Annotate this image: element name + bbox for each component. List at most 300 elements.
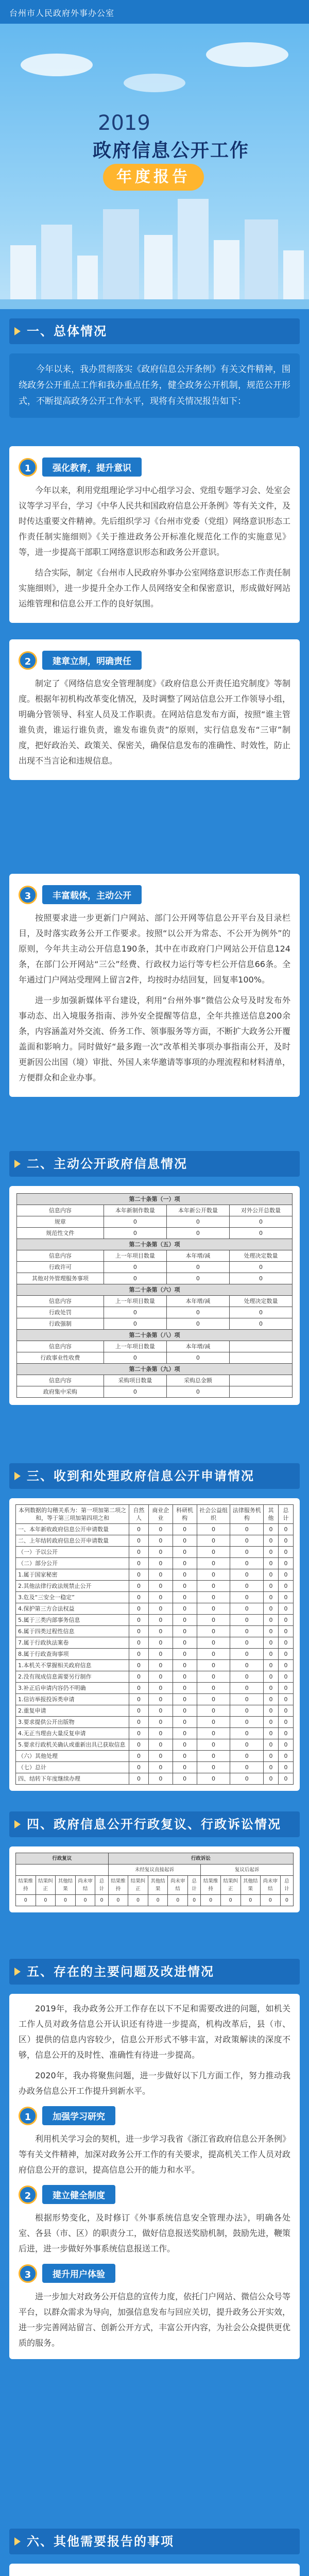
col-header: 信息内容 <box>17 1250 104 1262</box>
paragraph: 2019年，我办政务公开工作存在以下不足和需要改进的问题，如机关工作人员对政务信息公开认识还有待进一步提高，机构改革后，县（市、区）提供的信息内容较少，信息公开形式不够丰富，对政策解读的深度不够，信息公开的及时性、准确性有待进一步提高。 <box>19 2004 290 2060</box>
table-cell: 0 <box>264 1705 279 1717</box>
table-cell: 0 <box>148 1660 173 1671</box>
table-cell: 0 <box>188 1895 201 1906</box>
table-cell: 0 <box>148 1728 173 1739</box>
col-header: 上一年项目数量 <box>104 1296 166 1307</box>
table-cell: 0 <box>264 1626 279 1637</box>
table-cell: 0 <box>197 1683 230 1694</box>
table-cell: 4.保护第三方合法权益 <box>16 1603 129 1615</box>
table-cell: 0 <box>148 1581 173 1592</box>
table-cell: 0 <box>197 1728 230 1739</box>
table-row <box>16 1626 294 1637</box>
section-5-header <box>0 1950 309 1994</box>
col-header: 其他结果 <box>148 1876 168 1895</box>
table-cell: 0 <box>230 1649 264 1660</box>
col-header: 本年增/减 <box>166 1296 229 1307</box>
table-cell: 0 <box>148 1773 173 1785</box>
table-cell: 0 <box>148 1705 173 1717</box>
col-header: 本年新制作数量 <box>104 1205 166 1216</box>
table-cell: 二、上年结转政府信息公开申请数量 <box>16 1535 129 1547</box>
col-header: 信息内容 <box>17 1341 104 1352</box>
table-cell: 0 <box>129 1649 149 1660</box>
section-4-header <box>0 1802 309 1846</box>
table-cell: 0 <box>166 1262 229 1273</box>
table-cell: 0 <box>279 1762 294 1773</box>
subheading-1-3 <box>19 885 290 904</box>
table-cell: 行政许可 <box>17 1262 104 1273</box>
table-cell: 0 <box>173 1728 197 1739</box>
table-cell: 0 <box>264 1683 279 1694</box>
table-cell: 0 <box>104 1352 166 1364</box>
table-cell: 0 <box>230 1569 264 1581</box>
table-cell: 0 <box>264 1649 279 1660</box>
col-header: 尚未审结 <box>261 1876 281 1895</box>
table-cell: 0 <box>173 1762 197 1773</box>
table-cell: 0 <box>279 1547 294 1558</box>
table-cell: 一、本年新收政府信息公开申请数量 <box>16 1524 129 1535</box>
table-cell: 0 <box>197 1637 230 1649</box>
table-cell: 0 <box>230 1581 264 1592</box>
section-1-title: 一、总体情况 <box>9 318 300 344</box>
table-cell: 0 <box>197 1626 230 1637</box>
table-cell: 0 <box>173 1547 197 1558</box>
paragraph: 制定了《网络信息安全管理制度》《政府信息公开责任追究制度》等制度。根据年初机构改革变化情况，及时调整了网站信息公开工作领导小组，明确分管领导、科室人员及工作职责。在网站信息发布方面，按照“谁主管谁负责，谁运行谁负责，谁发布谁负责”的原则，实行信息发布“三审”制度，把好政治关、政策关、保密关，确保信息发布的准确性、时效性，防止出现不当言论和违规信息。 <box>19 679 291 766</box>
table-cell: 0 <box>148 1615 173 1626</box>
table-cell: 0 <box>173 1581 197 1592</box>
table-cell: 0 <box>166 1307 229 1318</box>
table-row <box>16 1637 294 1649</box>
table-row <box>16 1569 294 1581</box>
table-cell: 0 <box>148 1895 168 1906</box>
table-cell <box>229 1386 292 1398</box>
table-cell: 0 <box>197 1603 230 1615</box>
table-cell: 0 <box>197 1649 230 1660</box>
col-header: 处理决定数量 <box>229 1296 292 1307</box>
city-skyline-illustration <box>0 189 309 312</box>
table-cell: 0 <box>129 1547 149 1558</box>
active-disclosure-tables <box>9 1186 300 1405</box>
table-cell: 0 <box>197 1660 230 1671</box>
table-cell: 0 <box>280 1895 293 1906</box>
table-cell: 0 <box>230 1671 264 1683</box>
table-cell: 0 <box>197 1592 230 1603</box>
table-cell: 0 <box>104 1386 166 1398</box>
table-cell: 0 <box>230 1773 264 1785</box>
section-2-title: 二、主动公开政府信息情况 <box>9 1151 300 1177</box>
table-cell: 3.补正后申请内容仍不明确 <box>16 1683 129 1694</box>
section-6-card <box>9 2564 300 2576</box>
table-cell: 0 <box>230 1705 264 1717</box>
table-cell: 0 <box>166 1216 229 1228</box>
table-cell: 0 <box>230 1683 264 1694</box>
col-header: 总计 <box>280 1876 293 1895</box>
table-cell: 0 <box>173 1524 197 1535</box>
section-3-title: 三、收到和处理政府信息公开申请情况 <box>9 1463 300 1489</box>
col-header: 总计 <box>279 1505 294 1524</box>
table-cell: 0 <box>264 1671 279 1683</box>
subheading-5-2 <box>19 2185 290 2204</box>
table-cell: 0 <box>229 1216 292 1228</box>
table-caption: 第二十条第（五）项 <box>17 1239 293 1250</box>
table-cell: 0 <box>104 1318 166 1330</box>
table-row <box>16 1728 294 1739</box>
table-cell: 0 <box>230 1694 264 1705</box>
section-1-sub2-card <box>9 639 300 780</box>
section-2-body <box>0 1186 309 1454</box>
table-cell: 0 <box>279 1739 294 1751</box>
col-header: 法律服务机构 <box>230 1505 264 1524</box>
table-cell: （六）其他处理 <box>16 1751 129 1762</box>
table-cell: 0 <box>148 1558 173 1569</box>
col-header: 采购总金额 <box>166 1375 229 1386</box>
subheading-number: 1 <box>19 2107 37 2125</box>
table-cell: 0 <box>95 1895 108 1906</box>
table-cell: 0 <box>148 1694 173 1705</box>
table-cell: 0 <box>129 1603 149 1615</box>
col-header <box>229 1375 292 1386</box>
table-cell: 0 <box>279 1683 294 1694</box>
table-cell: 0 <box>166 1228 229 1239</box>
table-row <box>16 1524 294 1535</box>
table-cell: （一）予以公开 <box>16 1547 129 1558</box>
col-header: 本年新公开数量 <box>166 1205 229 1216</box>
col-header: 结果纠正 <box>220 1876 241 1895</box>
section-1-header <box>0 309 309 353</box>
subheading-label: 强化教育，提升意识 <box>42 457 142 477</box>
table-cell: （七）总计 <box>16 1762 129 1773</box>
table-row <box>16 1705 294 1717</box>
table-cell: 0 <box>229 1228 292 1239</box>
paragraph: 进一步加大对政务公开信息的宣传力度，依托门户网站、微信公众号等平台，以群众需求为导向，加强信息发布与回应关切，提升政务公开实效，进一步完善网站留言、创新公开方式，丰富公开内容，为社会公众提供更优质的服务。 <box>19 2292 291 2348</box>
table-cell: 0 <box>279 1615 294 1626</box>
group-header: 行政复议 <box>16 1853 109 1865</box>
report-year: 2019 <box>98 111 150 135</box>
subheading-label: 提升用户体验 <box>42 2264 115 2283</box>
col-header: 结果维持 <box>201 1876 221 1895</box>
table-cell: 0 <box>148 1524 173 1535</box>
table-cell: 0 <box>148 1739 173 1751</box>
table-cell: 0 <box>166 1273 229 1284</box>
table-row <box>16 1603 294 1615</box>
subheading-label: 建章立制，明确责任 <box>42 651 142 670</box>
section-1-intro-card <box>9 353 300 418</box>
table-cell: 0 <box>230 1592 264 1603</box>
table-cell: 0 <box>129 1524 149 1535</box>
office-name: 台州市人民政府外事办公室 <box>9 8 115 18</box>
paragraph: 2020年，我办将聚焦问题，进一步做好以下几方面工作，努力推动我办政务信息公开工作提升到新水平。 <box>19 2071 290 2096</box>
section-6-body <box>0 2564 309 2576</box>
table-cell: 0 <box>173 1739 197 1751</box>
table-cell: 0 <box>264 1762 279 1773</box>
table-cell: 0 <box>264 1569 279 1581</box>
table-cell: 0 <box>197 1524 230 1535</box>
table-cell: 规范性文件 <box>17 1228 104 1239</box>
subheading-1-2 <box>19 651 290 670</box>
table-cell: 0 <box>104 1273 166 1284</box>
group-header: 行政诉讼 <box>108 1853 293 1865</box>
table-cell: 0 <box>264 1773 279 1785</box>
table-cell: 0 <box>264 1535 279 1547</box>
section-6-header <box>0 2519 309 2564</box>
table-cell: 0 <box>129 1615 149 1626</box>
table-cell: 6.属于四类过程性信息 <box>16 1626 129 1637</box>
table-row <box>16 1683 294 1694</box>
table-cell: 0 <box>279 1581 294 1592</box>
table-cell: 0 <box>230 1660 264 1671</box>
table-cell: 行政事业性收费 <box>17 1352 104 1364</box>
table-cell: 2.没有现成信息需要另行制作 <box>16 1671 129 1683</box>
table-row <box>16 1660 294 1671</box>
table-cell: 5.要求行政机关确认或重新出具已获取信息 <box>16 1739 129 1751</box>
table-cell: 0 <box>173 1592 197 1603</box>
table-cell: 0 <box>197 1762 230 1773</box>
table-row <box>16 1762 294 1773</box>
table-cell: 0 <box>279 1660 294 1671</box>
paragraph: 今年以来，利用党组理论学习中心组学习会、党组专题学习会、处室会议等学习平台，学习《中华人民共和国政府信息公开条例》等有关文件，及时传达重要文件精神。先后组织学习《台州市党委（党组）网络意识形态工作责任制实施细则》《关于推进政务公开标准化规范化工作的实施意见》等，进一步提高干部职工网络意识形态和政务公开意识。 <box>19 485 291 557</box>
table-cell: 四、结转下年度继续办理 <box>16 1773 129 1785</box>
table-cell: 0 <box>279 1773 294 1785</box>
table-cell: 0 <box>129 1637 149 1649</box>
col-header: 采购项目数量 <box>104 1375 166 1386</box>
table-cell: 0 <box>56 1895 76 1906</box>
table-cell: 0 <box>148 1626 173 1637</box>
col-header: 上一年项目数量 <box>104 1250 166 1262</box>
table-cell: 1.属于国家秘密 <box>16 1569 129 1581</box>
section-1-sub3-card <box>9 874 300 1097</box>
col-header <box>16 1865 109 1876</box>
col-header: 社会公益组织 <box>197 1505 230 1524</box>
table-cell: 0 <box>173 1705 197 1717</box>
table-cell: 0 <box>197 1535 230 1547</box>
col-header: 其他结果 <box>241 1876 261 1895</box>
subheading-5-1 <box>19 2106 290 2125</box>
col-header: 总计 <box>95 1876 108 1895</box>
table-cell: 0 <box>129 1626 149 1637</box>
table-cell: 0 <box>197 1751 230 1762</box>
table-cell: 0 <box>197 1671 230 1683</box>
col-header: 结果纠正 <box>36 1876 56 1895</box>
subheading-1-1 <box>19 457 290 477</box>
table-cell: 0 <box>166 1386 229 1398</box>
table-cell: 0 <box>279 1535 294 1547</box>
table-cell: 0 <box>264 1603 279 1615</box>
table-row <box>16 1547 294 1558</box>
table-cell: 0 <box>173 1671 197 1683</box>
table-cell <box>229 1352 292 1364</box>
table-cell: 0 <box>264 1660 279 1671</box>
table-cell: 0 <box>241 1895 261 1906</box>
table-cell: 0 <box>129 1569 149 1581</box>
table-row <box>16 1773 294 1785</box>
table-cell: 行政强制 <box>17 1318 104 1330</box>
top-bar <box>0 0 309 24</box>
table-cell: 0 <box>173 1694 197 1705</box>
table-cell: 5.属于三类内部事务信息 <box>16 1615 129 1626</box>
table-cell: 0 <box>16 1895 36 1906</box>
subheading-number: 3 <box>19 886 37 904</box>
section-5-body <box>0 1994 309 2519</box>
table-cell: 0 <box>279 1592 294 1603</box>
table-cell: 0 <box>173 1615 197 1626</box>
table-cell: 0 <box>230 1558 264 1569</box>
table-cell: 0 <box>173 1773 197 1785</box>
table-cell: 0 <box>166 1318 229 1330</box>
table-cell: 0 <box>197 1569 230 1581</box>
col-header: 复议后起诉 <box>201 1865 294 1876</box>
table-cell: 0 <box>197 1739 230 1751</box>
table-cell: 0 <box>129 1558 149 1569</box>
table-cell: 0 <box>129 1694 149 1705</box>
table-cell: 0 <box>129 1705 149 1717</box>
table-cell: 0 <box>75 1895 95 1906</box>
table-row <box>16 1558 294 1569</box>
col-header <box>229 1341 292 1352</box>
table-row <box>16 1751 294 1762</box>
report-title: 政府信息公开工作 <box>93 140 250 161</box>
table-cell: 政府集中采购 <box>17 1386 104 1398</box>
table-cell: 0 <box>230 1728 264 1739</box>
table-cell: 0 <box>279 1717 294 1728</box>
table-cell: 0 <box>229 1262 292 1273</box>
table-cell: 0 <box>220 1895 241 1906</box>
table-cell: 0 <box>264 1637 279 1649</box>
table-cell: 0 <box>230 1751 264 1762</box>
table-cell: 0 <box>173 1683 197 1694</box>
table-cell: 0 <box>173 1569 197 1581</box>
table-cell: 0 <box>173 1558 197 1569</box>
table-cell: 0 <box>129 1581 149 1592</box>
table-cell: 0 <box>148 1762 173 1773</box>
table-row <box>16 1581 294 1592</box>
subheading-label: 加强学习研究 <box>42 2106 115 2125</box>
table-row <box>16 1592 294 1603</box>
table-cell: 0 <box>197 1694 230 1705</box>
table-cell: 0 <box>173 1660 197 1671</box>
table-cell: 0 <box>230 1626 264 1637</box>
table-cell: 0 <box>279 1649 294 1660</box>
applications-table <box>15 1504 294 1785</box>
table-cell: 0 <box>129 1728 149 1739</box>
col-header: 结果维持 <box>108 1876 128 1895</box>
col-header: 本年增/减 <box>166 1341 229 1352</box>
table-cell: 0 <box>129 1739 149 1751</box>
table-cell: 0 <box>201 1895 221 1906</box>
table-cell: 0 <box>279 1524 294 1535</box>
subheading-number: 2 <box>19 651 37 670</box>
review-litigation-table <box>15 1853 294 1906</box>
table-cell: 8.属于行政查询事项 <box>16 1649 129 1660</box>
table-cell: 0 <box>129 1683 149 1694</box>
table-cell: 0 <box>229 1273 292 1284</box>
table-cell: 0 <box>279 1751 294 1762</box>
table-cell: 2.重复申请 <box>16 1705 129 1717</box>
table-cell: 0 <box>264 1728 279 1739</box>
col-header: 处理决定数量 <box>229 1250 292 1262</box>
table-cell: 0 <box>264 1739 279 1751</box>
table-cell: 0 <box>129 1751 149 1762</box>
clouds-illustration <box>0 34 309 106</box>
table-cell: 0 <box>230 1524 264 1535</box>
table-cell: 0 <box>104 1307 166 1318</box>
col-header: 未经复议直接起诉 <box>108 1865 201 1876</box>
col-header: 信息内容 <box>17 1205 104 1216</box>
paragraph: 利用机关学习会的契机，进一步学习我省《浙江省政府信息公开条例》等有关文件精神，加深对政务公开工作的有关要求，提高机关工作人员对政府信息公开的意识，提高信息公开的能力和水平。 <box>19 2134 291 2175</box>
table-caption: 第二十条第（八）项 <box>17 1330 293 1341</box>
table-cell: （二）部分公开 <box>16 1558 129 1569</box>
table-cell: 0 <box>173 1626 197 1637</box>
table-cell: 行政处罚 <box>17 1307 104 1318</box>
col-header: 科研机构 <box>173 1505 197 1524</box>
section-5-card <box>9 1994 300 2359</box>
table-cell: 0 <box>279 1626 294 1637</box>
table-row <box>16 1694 294 1705</box>
table-cell: 0 <box>129 1535 149 1547</box>
table-row <box>16 1615 294 1626</box>
table-cell: 0 <box>173 1649 197 1660</box>
table-cell: 0 <box>279 1728 294 1739</box>
subheading-number: 1 <box>19 458 37 477</box>
report-badge: 年度报告 <box>103 164 204 191</box>
table-cell: 0 <box>129 1762 149 1773</box>
applications-table-card <box>9 1498 300 1791</box>
table-cell: 0 <box>197 1615 230 1626</box>
hero-banner <box>0 24 309 312</box>
table-cell: 3.要求提供公开出版物 <box>16 1717 129 1728</box>
section-3-body <box>0 1498 309 1802</box>
col-header: 尚未审结 <box>168 1876 188 1895</box>
table-cell: 0 <box>148 1592 173 1603</box>
table-cell: 0 <box>230 1615 264 1626</box>
col-header: 商业企业 <box>148 1505 173 1524</box>
col-header: 本年增/减 <box>166 1250 229 1262</box>
table-cell: 0 <box>129 1671 149 1683</box>
col-header: 其他结果 <box>56 1876 76 1895</box>
table-cell: 0 <box>230 1739 264 1751</box>
section-1-body <box>0 353 309 874</box>
table-cell: 0 <box>279 1558 294 1569</box>
table-cell: 0 <box>148 1671 173 1683</box>
table-cell: 0 <box>148 1547 173 1558</box>
table-cell: 3.危及“三安全一稳定” <box>16 1592 129 1603</box>
table-cell: 0 <box>166 1352 229 1364</box>
table-cell: 0 <box>264 1581 279 1592</box>
section-2-header <box>0 1142 309 1186</box>
table-cell: 0 <box>279 1671 294 1683</box>
review-litigation-card <box>9 1846 300 1912</box>
col-header: 尚未审结 <box>75 1876 95 1895</box>
table-caption: 第二十条第（六）项 <box>17 1284 293 1296</box>
section-4-body <box>0 1846 309 1950</box>
col-header: 上一年项目数量 <box>104 1341 166 1352</box>
paragraph: 进一步加强新媒体平台建设，利用“台州外事”微信公众号及时发布外事动态、出入境服务指南、涉外安全提醒等信息，全年共推送信息200余条，内容涵盖对外交流、侨务工作、领事服务等方面，不断扩大政务公开覆盖面和影响力。同时做好“最多跑一次”改革相关事项办事指南公开，及时更新因公出国（境）审批、外国人来华邀请等事项的办理流程和材料清单，方便群众和企业办事。 <box>19 995 291 1082</box>
section-1-sub1-card <box>9 446 300 623</box>
table-row <box>16 1717 294 1728</box>
table-cell: 0 <box>104 1262 166 1273</box>
table-cell: 0 <box>230 1717 264 1728</box>
table-cell: 1.信访举报投诉类申请 <box>16 1694 129 1705</box>
table-cell: 0 <box>264 1717 279 1728</box>
table-cell: 0 <box>264 1524 279 1535</box>
table-cell: 0 <box>173 1535 197 1547</box>
table-row <box>16 1649 294 1660</box>
paragraph: 按照要求进一步更新门户网站、部门公开网等信息公开平台及目录栏目，及时落实政务公开工作要求。按照“以公开为常态、不公开为例外”的原则，今年共主动公开信息190条，其中在市政府门户网站公开信息124条，在部门公开网站“三公”经费、行政权力运行等专栏公开信息66条。全年通过门户网站受理网上留言2件，均按时办结回复，回复率100%。 <box>19 913 290 985</box>
table-cell: 0 <box>168 1895 188 1906</box>
col-header: 信息内容 <box>17 1296 104 1307</box>
table-cell: 0 <box>148 1649 173 1660</box>
section-6-title: 六、其他需要报告的事项 <box>9 2529 300 2554</box>
table-art20-1 <box>16 1193 293 1398</box>
table-cell: 0 <box>129 1592 149 1603</box>
